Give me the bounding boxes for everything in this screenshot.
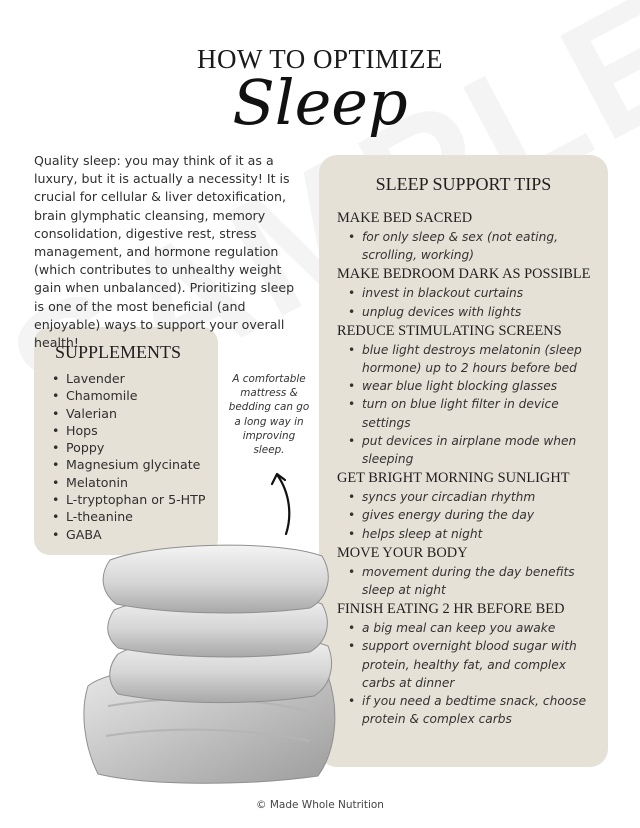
supplement-item: • Melatonin <box>52 474 205 491</box>
tip-item: • a big meal can keep you awake <box>348 619 602 637</box>
supplement-item: • Chamomile <box>52 387 205 404</box>
tip-section-list <box>337 619 602 728</box>
tip-section-title: GET BRIGHT MORNING SUNLIGHT <box>337 470 570 487</box>
bedding-note: A comfortable mattress & bedding can go a long way in improving sleep. <box>228 373 310 457</box>
tip-item: • helps sleep at night <box>348 525 602 543</box>
tip-item: • put devices in airplane mode when sleeping <box>348 432 602 468</box>
tip-item: • turn on blue light filter in device settings <box>348 395 602 431</box>
supplements-heading: SUPPLEMENTS <box>55 342 182 362</box>
curved-arrow-icon <box>266 466 300 536</box>
page-title-script: Sleep <box>232 66 408 139</box>
tip-section-list <box>337 228 602 264</box>
tip-section-list <box>337 563 602 599</box>
tip-section-title: MOVE YOUR BODY <box>337 544 468 561</box>
tip-section-title: MAKE BEDROOM DARK AS POSSIBLE <box>337 266 591 283</box>
tip-item: • support overnight blood sugar with protein, healthy fat, and complex carbs at dinner <box>348 637 602 692</box>
tip-item: • for only sleep & sex (not eating, scrolling, working) <box>348 228 602 264</box>
tip-item: • unplug devices with lights <box>348 303 602 321</box>
tip-item: • syncs your circadian rhythm <box>348 488 602 506</box>
supplement-item: • L-theanine <box>52 508 205 525</box>
intro-paragraph: Quality sleep: you may think of it as a luxury, but it is actually a necessity! It is crucial for cellular & liver detoxification, brain glymphatic cleansing, memory consolidation, digestive rest, stress management, and hormone regulation (which contributes to unhealthy weight gain when unbalanced). Prioritizing sleep is one of the most beneficial (and enjoyable) ways to support your overall health! <box>34 153 295 351</box>
tip-section-title: FINISH EATING 2 HR BEFORE BED <box>337 601 565 618</box>
page-title: HOW TO OPTIMIZE <box>197 44 443 74</box>
tip-item: • blue light destroys melatonin (sleep hormone) up to 2 hours before bed <box>348 341 602 377</box>
tips-body <box>337 208 602 728</box>
supplement-item: • GABA <box>52 526 205 543</box>
tip-item: • invest in blackout curtains <box>348 284 602 302</box>
tip-section-list <box>337 284 602 320</box>
tip-section-list <box>337 488 602 543</box>
supplement-item: • Hops <box>52 422 205 439</box>
tip-section-title: REDUCE STIMULATING SCREENS <box>337 322 562 339</box>
supplement-item: • Poppy <box>52 439 205 456</box>
tip-section-title: MAKE BED SACRED <box>337 210 473 226</box>
tips-heading: SLEEP SUPPORT TIPS <box>375 174 552 194</box>
supplement-item: • L-tryptophan or 5-HTP <box>52 491 205 508</box>
tip-item: • wear blue light blocking glasses <box>348 377 602 395</box>
supplement-item: • Magnesium glycinate <box>52 456 205 473</box>
supplement-item: • Lavender <box>52 370 205 387</box>
tip-section-list <box>337 341 602 468</box>
tip-item: • movement during the day benefits sleep at night <box>348 563 602 599</box>
tip-item: • gives energy during the day <box>348 506 602 524</box>
pillow-stack-image <box>78 536 348 786</box>
footer-copyright: © Made Whole Nutrition <box>256 799 384 811</box>
tip-item: • if you need a bedtime snack, choose protein & complex carbs <box>348 692 602 728</box>
supplement-item: • Valerian <box>52 405 205 422</box>
supplements-list <box>52 370 205 543</box>
